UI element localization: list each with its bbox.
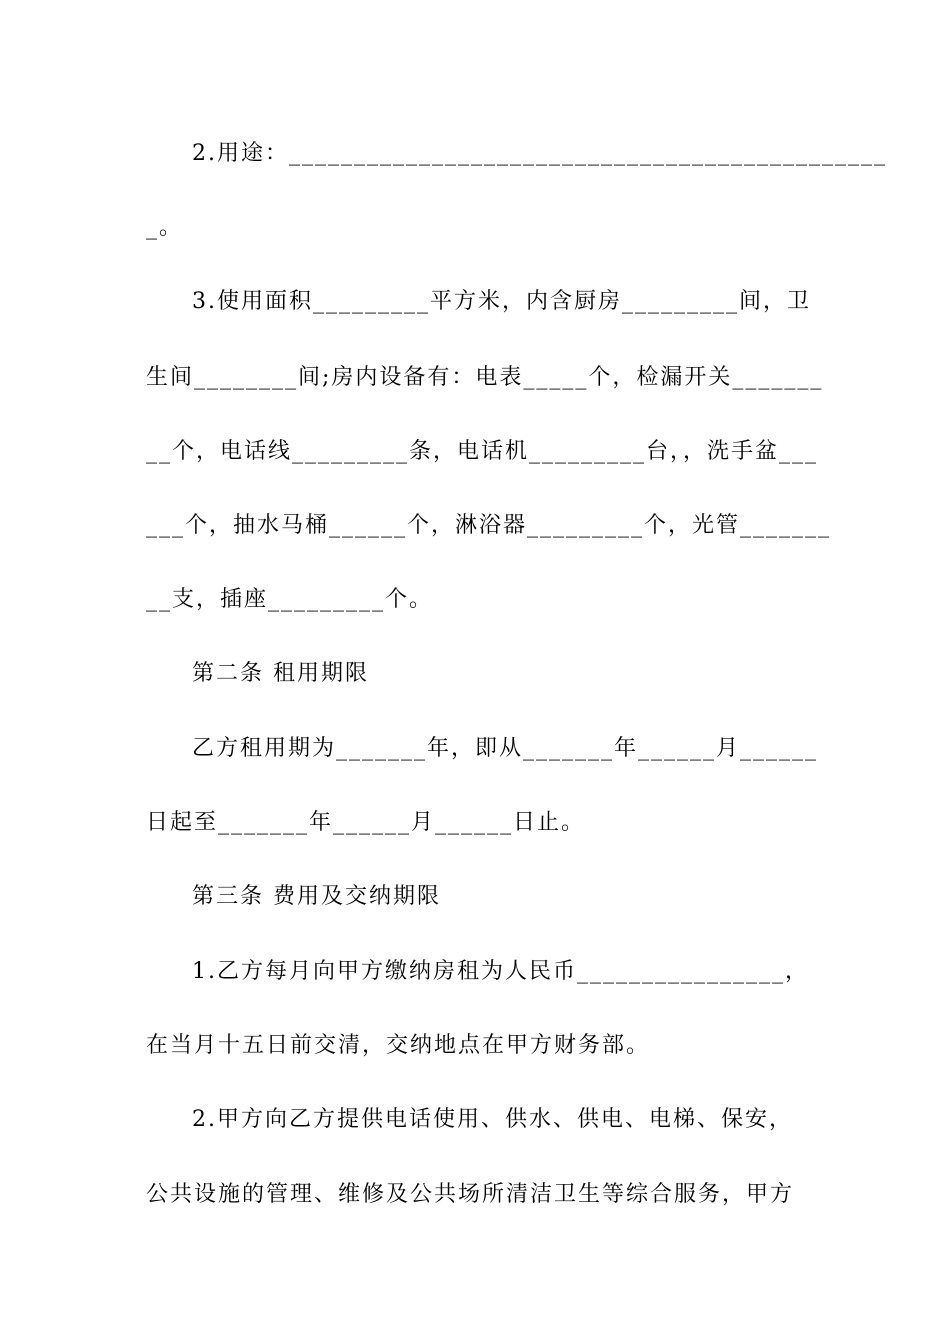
area-line: 3.使用面积_________平方米，内含厨房_________间，卫 <box>192 289 811 314</box>
usage-line-end: _。 <box>146 215 184 240</box>
section-heading-fees: 第三条 费用及交纳期限 <box>192 884 441 909</box>
equipment-line-1: 生间________间;房内设备有：电表_____个，检漏开关_______ <box>146 365 824 390</box>
section-heading-term: 第二条 租用期限 <box>192 661 369 686</box>
rent-line-2: 在当月十五日前交清，交纳地点在甲方财务部。 <box>146 1033 651 1058</box>
equipment-line-4: __支，插座_________个。 <box>146 587 434 612</box>
term-line-2: 日起至_______年______月______日止。 <box>146 810 586 835</box>
term-line-1: 乙方租用期为_______年，即从_______年______月______ <box>192 736 819 761</box>
services-line-2: 公共设施的管理、维修及公共场所清洁卫生等综合服务，甲方 <box>146 1182 795 1207</box>
equipment-line-3: ___个，抽水马桶______个，淋浴器_________个，光管_______ <box>146 513 832 538</box>
services-line-1: 2.甲方向乙方提供电话使用、供水、供电、电梯、保安， <box>192 1107 793 1132</box>
equipment-line-2: __个，电话线_________条，电话机_________台，，洗手盆___ <box>146 439 819 464</box>
usage-line: 2.用途：______________________________________________ <box>192 141 887 166</box>
rent-line-1: 1.乙方每月向甲方缴纳房租为人民币________________， <box>192 959 809 984</box>
